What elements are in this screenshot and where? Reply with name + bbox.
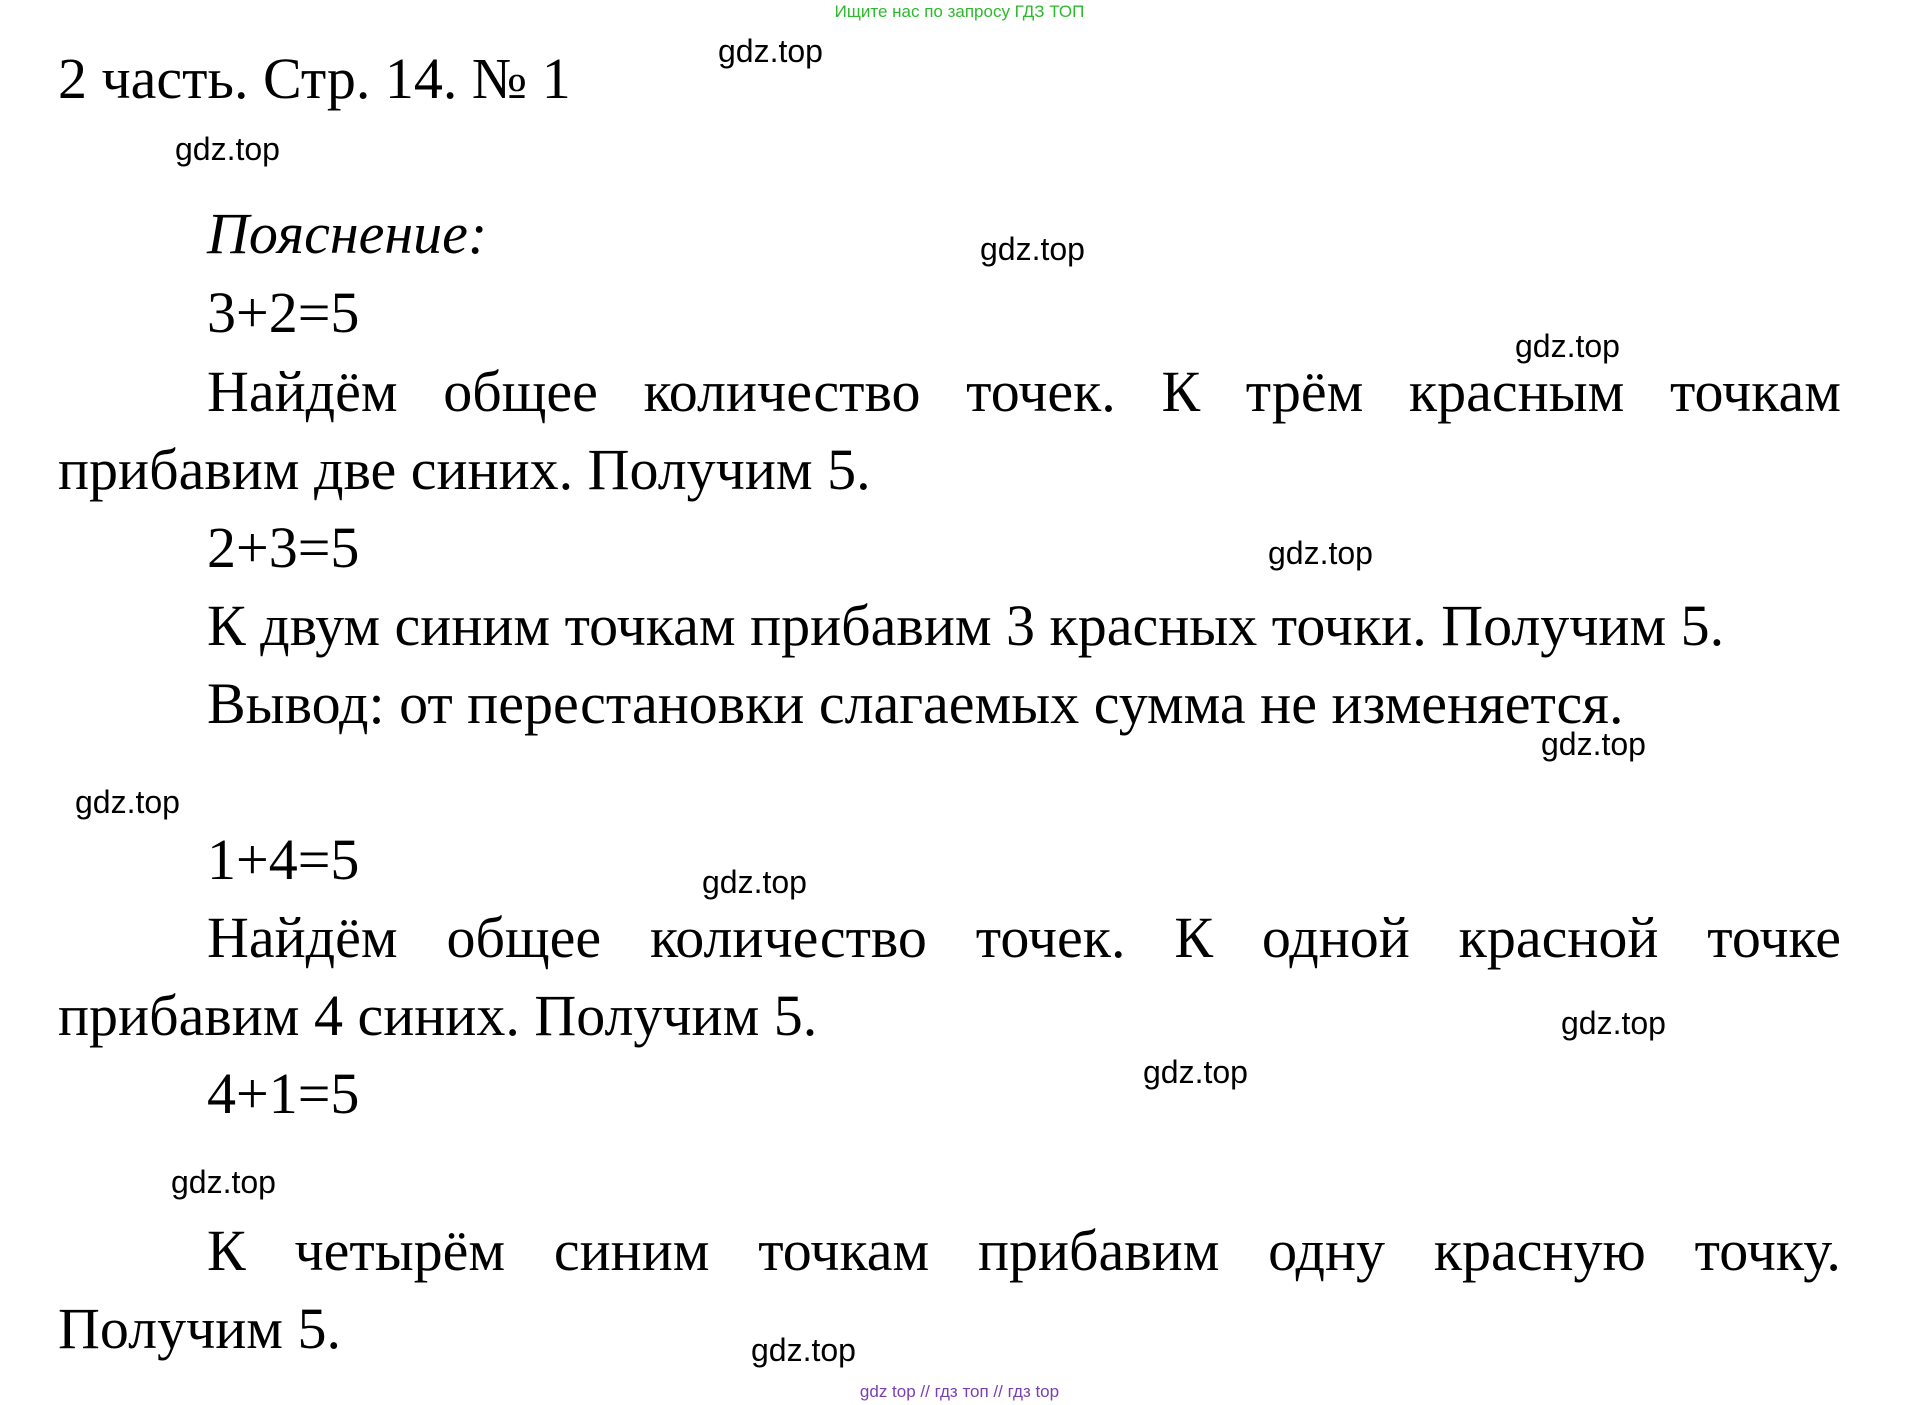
word: К (1174, 905, 1213, 970)
watermark: gdz.top (1561, 1005, 1666, 1041)
word: Найдём (207, 359, 398, 424)
word: Найдём (207, 905, 398, 970)
word: точкам (758, 1218, 930, 1283)
watermark: gdz.top (75, 784, 180, 820)
paragraph-1-line-1 (207, 359, 1841, 424)
word: синим (553, 1218, 710, 1283)
word: общее (443, 359, 598, 424)
watermark: gdz.top (171, 1164, 276, 1200)
watermark: gdz.top (175, 131, 280, 167)
word: общее (446, 905, 602, 970)
paragraph-1-line-2: прибавим две синих. Получим 5. (58, 437, 871, 502)
paragraph-4-line-2: Получим 5. (58, 1296, 341, 1361)
word: точек. (975, 905, 1126, 970)
watermark: gdz.top (718, 33, 823, 69)
watermark: gdz.top (751, 1332, 856, 1368)
word: четырём (294, 1218, 506, 1283)
word: точкам (1669, 359, 1841, 424)
word: одну (1268, 1218, 1386, 1283)
word: красной (1458, 905, 1659, 970)
word: красным (1408, 359, 1625, 424)
word: точек. (966, 359, 1116, 424)
equation-4: 4+1=5 (207, 1061, 360, 1126)
paragraph-4-line-1 (207, 1218, 1841, 1283)
equation-2: 2+3=5 (207, 515, 360, 580)
word: прибавим (977, 1218, 1220, 1283)
word: количество (643, 359, 921, 424)
word: К (1161, 359, 1201, 424)
bottom-banner: gdz top // гдз топ // гдз top (859, 1382, 1060, 1401)
word: количество (650, 905, 927, 970)
word: К (207, 1218, 246, 1283)
word: точку. (1694, 1218, 1841, 1283)
watermark: gdz.top (980, 231, 1085, 267)
paragraph-3-line-1 (207, 905, 1841, 970)
top-banner: Ищите нас по запросу ГДЗ ТОП (834, 2, 1085, 21)
watermark: gdz.top (1268, 535, 1373, 571)
paragraph-3-line-2: прибавим 4 синих. Получим 5. (58, 983, 818, 1048)
equation-1: 3+2=5 (207, 280, 360, 345)
page-title: 2 часть. Стр. 14. № 1 (58, 46, 571, 111)
word: точке (1707, 905, 1841, 970)
explanation-heading: Пояснение: (207, 201, 488, 266)
watermark: gdz.top (1515, 328, 1620, 364)
paragraph-2: К двум синим точкам прибавим 3 красных точки. Получим 5. (207, 593, 1725, 658)
word: красную (1433, 1218, 1646, 1283)
word: трём (1245, 359, 1364, 424)
conclusion: Вывод: от перестановки слагаемых сумма не изменяется. (207, 671, 1624, 736)
watermark: gdz.top (702, 864, 807, 900)
equation-3: 1+4=5 (207, 827, 360, 892)
word: одной (1261, 905, 1410, 970)
watermark: gdz.top (1143, 1054, 1248, 1090)
watermark: gdz.top (1541, 726, 1646, 762)
